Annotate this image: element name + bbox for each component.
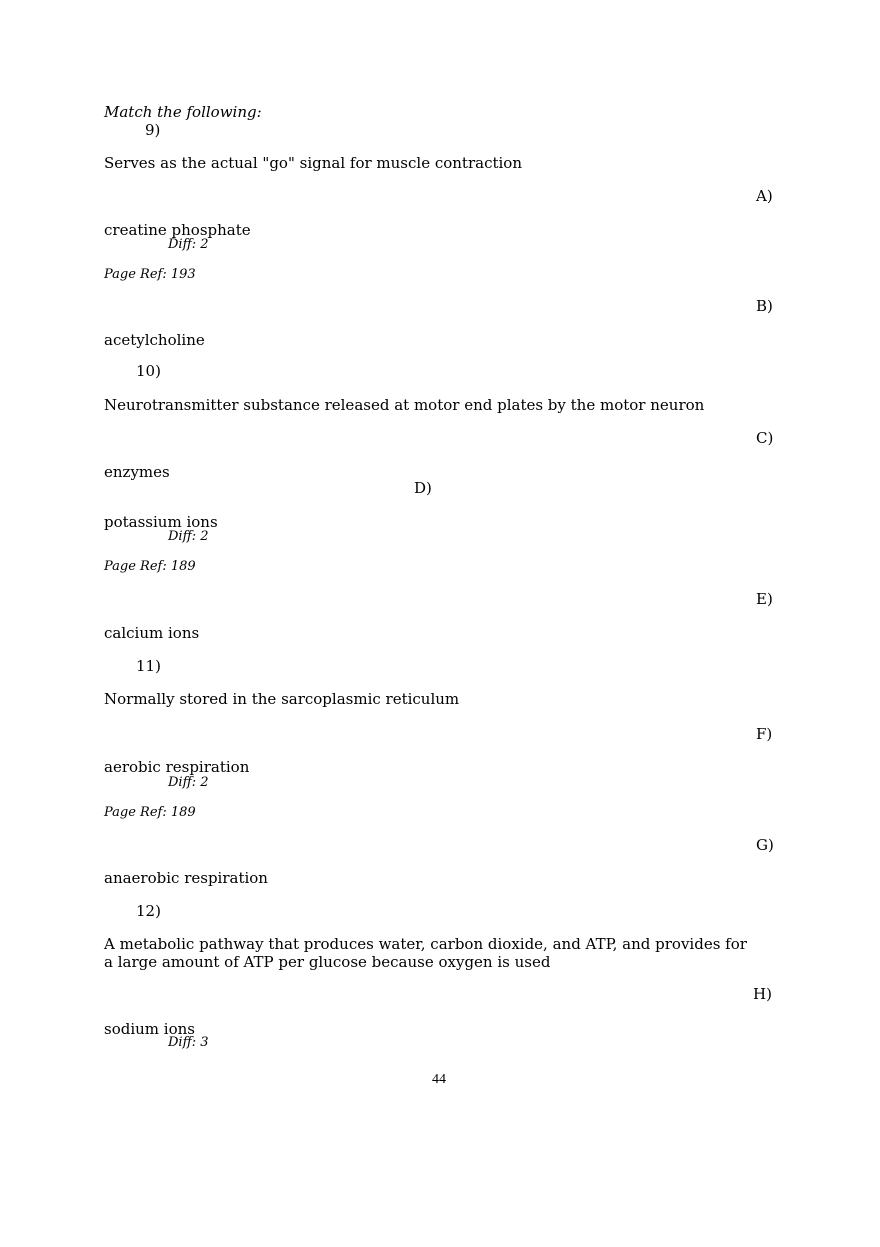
option-text: calcium ions [104, 624, 200, 642]
option-text: anaerobic respiration [104, 869, 268, 887]
difficulty-label: Diff: 3 [168, 1035, 209, 1050]
option-text: enzymes [104, 463, 170, 481]
option-letter: F) [756, 725, 773, 743]
option-letter: A) [756, 187, 773, 205]
option-text: creatine phosphate [104, 221, 251, 239]
option-letter: H) [753, 985, 772, 1003]
option-letter: B) [756, 297, 773, 315]
option-text: sodium ions [104, 1020, 195, 1038]
question-number: 9) [145, 121, 161, 139]
option-letter: C) [756, 429, 774, 447]
option-text: aerobic respiration [104, 758, 250, 776]
difficulty-label: Diff: 2 [168, 529, 209, 544]
matching-heading: Match the following: [104, 103, 262, 121]
difficulty-label: Diff: 2 [168, 237, 209, 252]
option-letter: D) [414, 479, 432, 497]
page-ref-label: Page Ref: 189 [104, 805, 196, 820]
question-prompt: Serves as the actual "go" signal for muscle contraction [104, 154, 522, 172]
page-ref-label: Page Ref: 193 [104, 267, 196, 282]
question-prompt: A metabolic pathway that produces water, carbon dioxide, and ATP, and provides for a large amount of ATP per glucose because oxygen is used [104, 935, 747, 971]
option-letter: E) [756, 590, 773, 608]
page-ref-label: Page Ref: 189 [104, 559, 196, 574]
page-number: 44 [432, 1072, 446, 1087]
difficulty-label: Diff: 2 [168, 775, 209, 790]
question-prompt: Neurotransmitter substance released at motor end plates by the motor neuron [104, 396, 705, 414]
option-letter: G) [756, 836, 774, 854]
option-text: potassium ions [104, 513, 218, 531]
question-number: 11) [136, 657, 161, 675]
option-text: acetylcholine [104, 331, 205, 349]
question-prompt: Normally stored in the sarcoplasmic reticulum [104, 690, 460, 708]
question-number: 10) [136, 362, 161, 380]
question-number: 12) [136, 902, 161, 920]
